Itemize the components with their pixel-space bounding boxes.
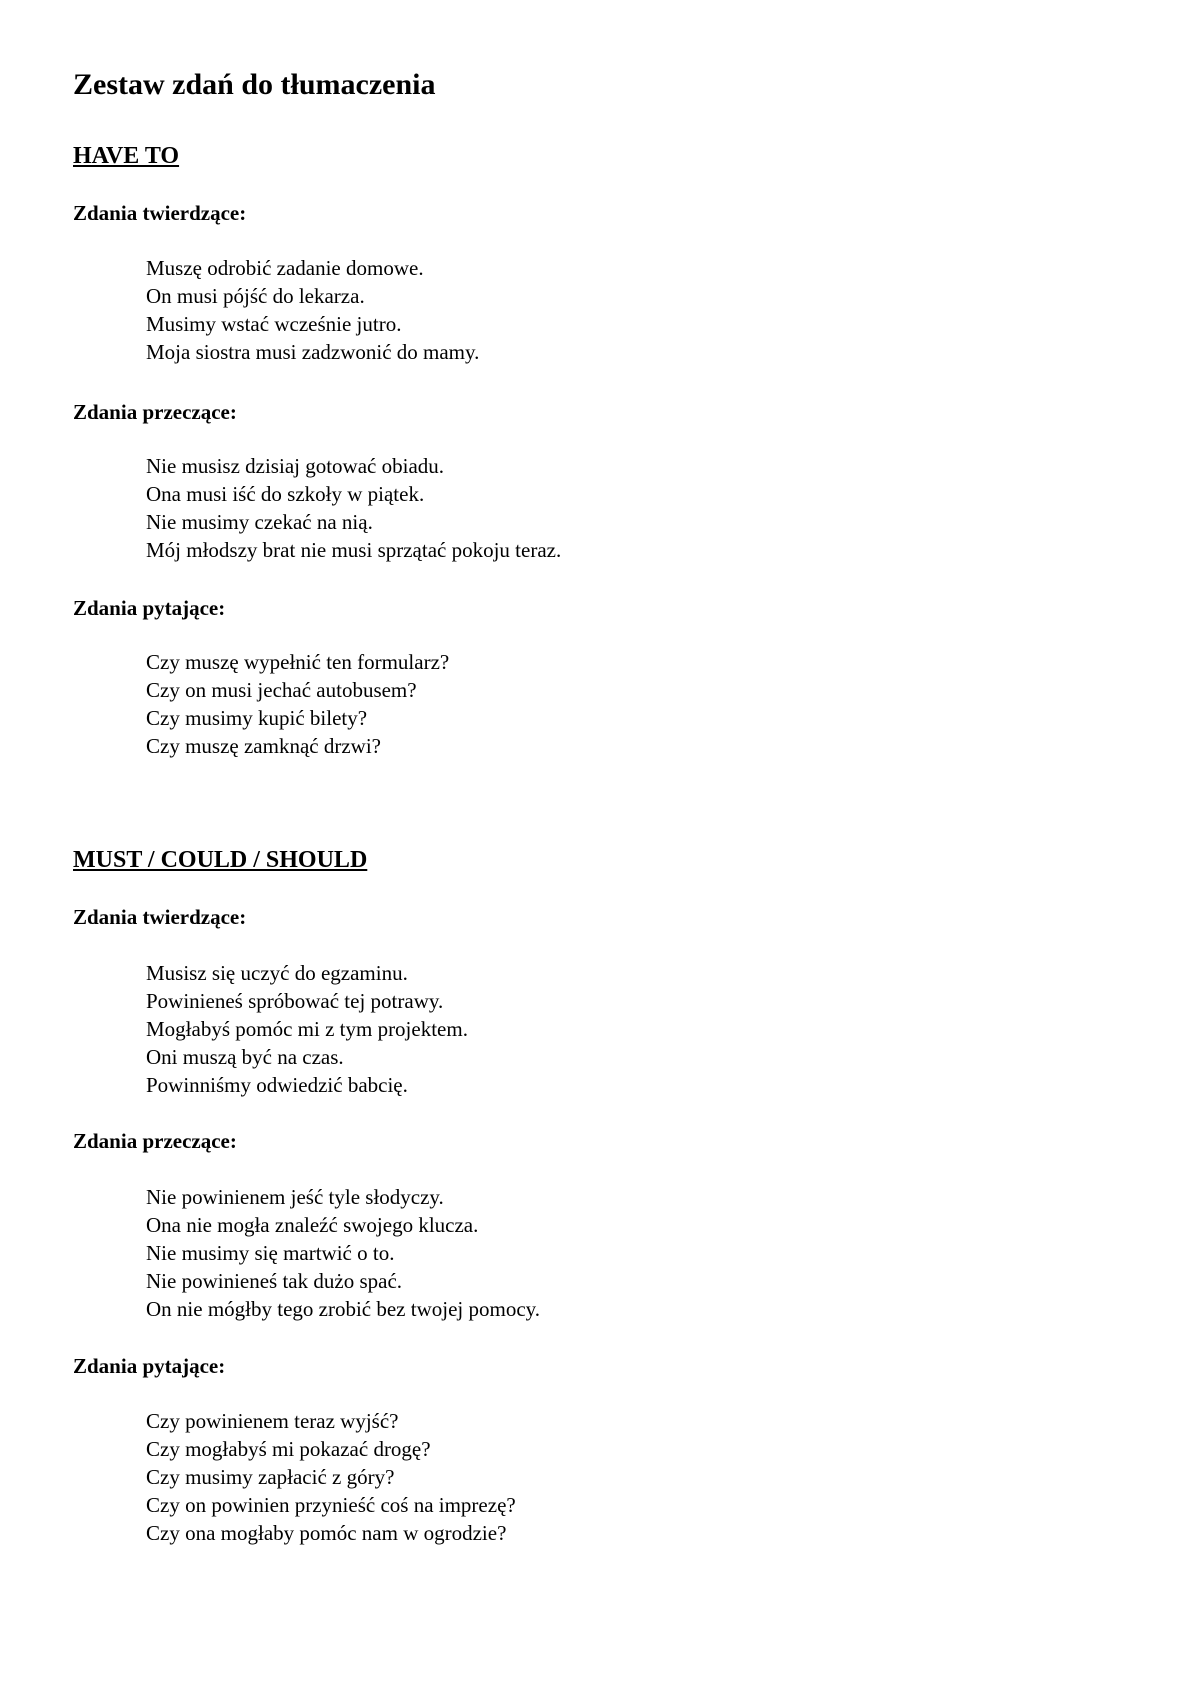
item-text: On nie mógłby tego zrobić bez twojej pomocy. bbox=[146, 1297, 541, 1321]
item-text: On musi pójść do lekarza. bbox=[146, 284, 365, 308]
subheading-interrogative: Zdania pytające: bbox=[73, 1354, 226, 1378]
item-text: Moja siostra musi zadzwonić do mamy. bbox=[146, 340, 480, 364]
item-text: Nie musimy się martwić o to. bbox=[146, 1241, 395, 1265]
item-text: Nie musisz dzisiaj gotować obiadu. bbox=[146, 454, 445, 478]
subheading-affirmative: Zdania twierdzące: bbox=[73, 201, 247, 225]
subheading-interrogative: Zdania pytające: bbox=[73, 596, 226, 620]
subheading-negative: Zdania przeczące: bbox=[73, 1129, 237, 1153]
item-text: Musimy wstać wcześnie jutro. bbox=[146, 312, 402, 336]
item-text: Nie powinieneś tak dużo spać. bbox=[146, 1269, 403, 1293]
item-text: Nie powinienem jeść tyle słodyczy. bbox=[146, 1185, 444, 1209]
item-text: Mogłabyś pomóc mi z tym projektem. bbox=[146, 1017, 468, 1041]
item-text: Czy ona mogłaby pomóc nam w ogrodzie? bbox=[146, 1521, 507, 1545]
item-text: Czy muszę zamknąć drzwi? bbox=[146, 734, 381, 758]
item-text: Czy on powinien przynieść coś na imprezę? bbox=[146, 1493, 516, 1517]
item-text: Oni muszą być na czas. bbox=[146, 1045, 344, 1069]
document-title: Zestaw zdań do tłumaczenia bbox=[73, 68, 436, 101]
item-text: Ona nie mogła znaleźć swojego klucza. bbox=[146, 1213, 479, 1237]
subheading-affirmative: Zdania twierdzące: bbox=[73, 905, 247, 929]
item-text: Ona musi iść do szkoły w piątek. bbox=[146, 482, 425, 506]
item-text: Powinieneś spróbować tej potrawy. bbox=[146, 989, 444, 1013]
section-heading-have-to: HAVE TO bbox=[73, 143, 180, 169]
item-text: Czy powinienem teraz wyjść? bbox=[146, 1409, 399, 1433]
item-text: Mój młodszy brat nie musi sprzątać pokoju teraz. bbox=[146, 538, 562, 562]
item-text: Nie musimy czekać na nią. bbox=[146, 510, 373, 534]
item-text: Powinniśmy odwiedzić babcię. bbox=[146, 1073, 408, 1097]
item-text: Muszę odrobić zadanie domowe. bbox=[146, 256, 424, 280]
item-text: Czy muszę wypełnić ten formularz? bbox=[146, 650, 450, 674]
item-text: Musisz się uczyć do egzaminu. bbox=[146, 961, 408, 985]
subheading-negative: Zdania przeczące: bbox=[73, 400, 237, 424]
item-text: Czy mogłabyś mi pokazać drogę? bbox=[146, 1437, 431, 1461]
section-heading-must-could-should: MUST / COULD / SHOULD bbox=[73, 847, 368, 873]
item-text: Czy musimy kupić bilety? bbox=[146, 706, 368, 730]
item-text: Czy on musi jechać autobusem? bbox=[146, 678, 417, 702]
item-text: Czy musimy zapłacić z góry? bbox=[146, 1465, 395, 1489]
